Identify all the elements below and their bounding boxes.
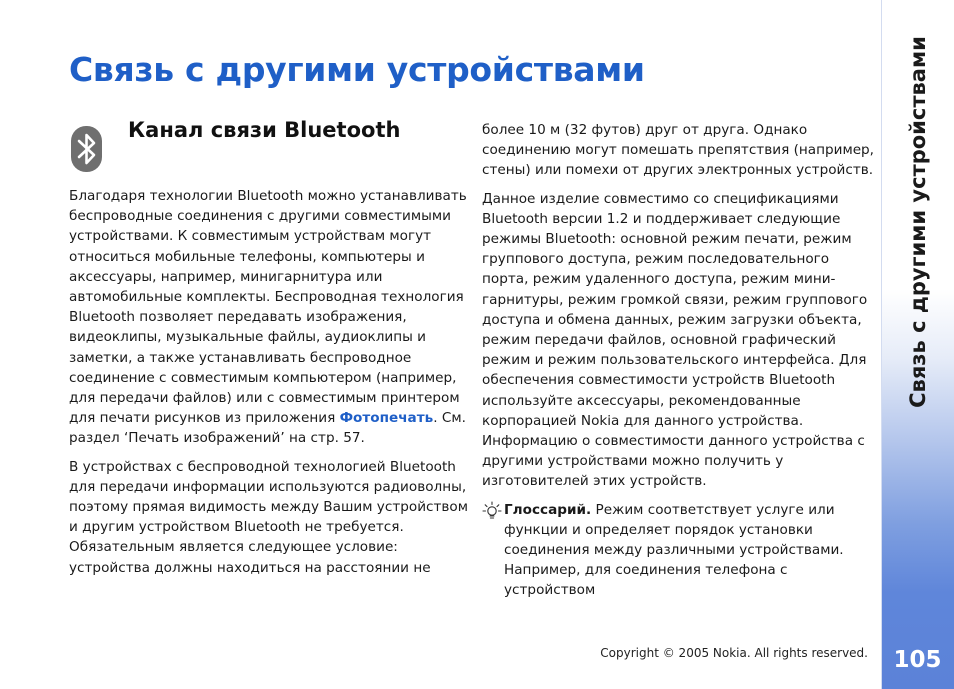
- paragraph: более 10 м (32 футов) друг от друга. Однако соединению могут помешать препятствия (например, стены) или помехи от других электронных устройств.: [482, 122, 875, 179]
- copyright-footer: Copyright © 2005 Nokia. All rights reserved.: [600, 646, 868, 660]
- lightbulb-icon: [482, 501, 502, 521]
- paragraph: [69, 186, 469, 449]
- sidebar-chapter-title: Связь с другими устройствами: [906, 36, 930, 408]
- paragraph: Данное изделие совместимо со спецификациями Bluetooth версии 1.2 и поддерживает следующие режимы Bluetooth: основной режим печати, режим группового доступа, режим последовательного порта, режим удаленного доступа, режим мини-гарнитуры, режим громкой связи, режим группового доступа и обмена данных, режим загрузки объекта, режим передачи файлов, основной графический режим и режим пользовательского интерфейса. Для обеспечения совместимости устройств Bluetooth используйте аксессуары, рекомендованные корпорацией Nokia для данного устройства. Информацию о совместимости данного устройства с другими устройствами можно получить у изготовителей этих устройств.: [482, 190, 868, 490]
- paragraph-text: Благодаря технологии Bluetooth можно устанавливать беспроводные соединения с другими совместимыми устройствами. К совместимым устройствам могут относиться мобильные телефоны, компьютеры и аксессуары, например, минигарнитура или автомобильные комплекты. Беспроводная технология Bluetooth позволяет передавать изображения, видеоклипы, музыкальные файлы, аудиоклипы и заметки, а также устанавливать беспроводное соединение с совместимым компьютером (например, для передачи файлов) или с совместимым принтером для печати рисунков из приложения: [69, 188, 467, 427]
- page-number: 105: [893, 647, 942, 673]
- right-column: [482, 120, 874, 601]
- glossary-tip: [482, 500, 874, 601]
- bluetooth-icon: [71, 126, 102, 172]
- paragraph-text: . См. раздел ‘Печать изображений’ на стр. 57.: [69, 410, 466, 447]
- section-heading: Канал связи Bluetooth: [128, 118, 401, 142]
- page-title: Связь с другими устройствами: [69, 50, 645, 89]
- tip-label: Глоссарий.: [504, 501, 592, 518]
- paragraph: В устройствах с беспроводной технологией Bluetooth для передачи информации используются радиоволны, поэтому прямая видимость между Вашим устройством и другим устройством Bluetooth не требуется. Обязательным является следующее условие: устройства должны находиться на расстоянии не: [69, 458, 469, 576]
- left-column: [69, 186, 469, 586]
- tip-text: Режим соответствует услуге или функции и определяет порядок установки соединения между различными устройствами. Например, для соединения телефона с устройством: [504, 501, 844, 599]
- fotopechat-link[interactable]: Фотопечать: [339, 410, 434, 427]
